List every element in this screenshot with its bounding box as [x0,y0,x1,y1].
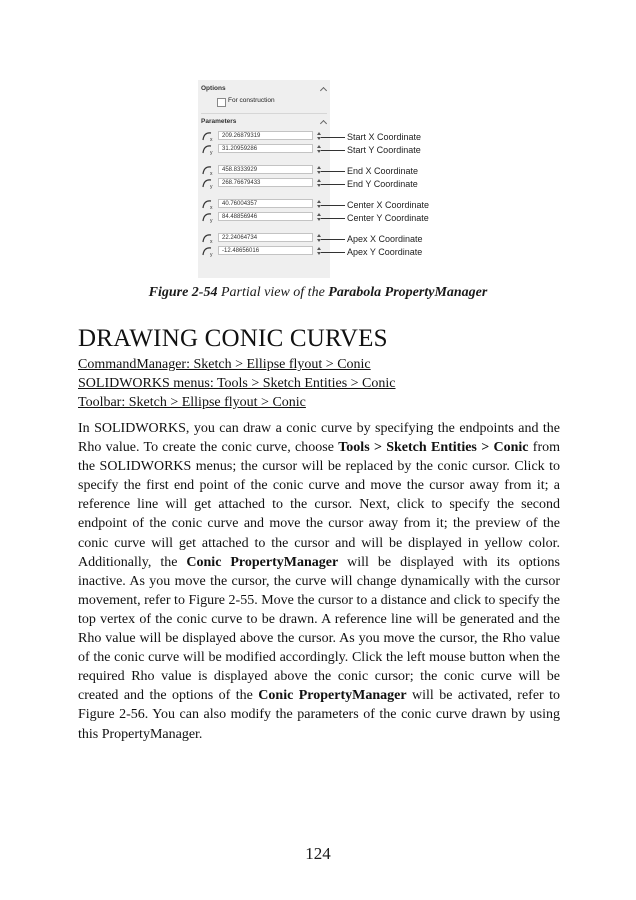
spin-arrows-icon[interactable] [316,144,322,154]
center-y-coordinate-icon [201,212,215,223]
svg-text:x: x [210,171,213,176]
caption-bold-term: Parabola PropertyManager [328,285,488,300]
spin-arrows-icon[interactable] [316,233,322,243]
apex-y-input[interactable]: -12.48656016 [218,246,313,255]
figure-caption [0,285,636,301]
options-collapse-chevron-icon [320,87,327,94]
end-y-coordinate-icon [201,178,215,189]
body-paragraph [78,419,560,744]
body-text: In SOLIDWORKS, you can draw a conic curve by specifying the endpoints and the Rho value. To create the conic curve, choose [78,421,560,456]
svg-text:x: x [210,205,213,210]
center-y-input[interactable]: 84.48856946 [218,212,313,221]
page-number: 124 [305,844,331,863]
end-y-input[interactable]: 268.76679433 [218,178,313,187]
start-y-coordinate-icon [201,144,215,155]
spin-arrows-icon[interactable] [316,131,322,141]
figure-number: Figure 2-54 [148,285,218,300]
spin-arrows-icon[interactable] [316,165,322,175]
for-construction-label: For construction [228,97,275,104]
svg-text:y: y [210,184,213,189]
callout-center-x: Center X Coordinate [347,200,430,210]
leader-line [321,137,345,138]
param-row-apex-x [200,233,326,244]
spin-arrows-icon[interactable] [316,246,322,256]
leader-line [321,184,345,185]
param-row-end-y [200,178,326,189]
start-x-input[interactable]: 209.26879319 [218,131,313,140]
callout-end-x: End X Coordinate [347,166,419,176]
toolbar-path: Toolbar: Sketch > Ellipse flyout > Conic [78,395,306,410]
options-section-header: Options [201,85,226,92]
param-row-end-x [200,165,326,176]
param-row-apex-y [200,246,326,257]
callout-start-x: Start X Coordinate [347,132,422,142]
param-row-center-y [200,212,326,223]
leader-line [321,252,345,253]
caption-text: Partial view of the [220,285,325,300]
spin-arrows-icon[interactable] [316,199,322,209]
menus-path: SOLIDWORKS menus: Tools > Sketch Entities > Conic [78,376,396,391]
start-y-input[interactable]: 31.20959286 [218,144,313,153]
body-text: will be displayed with its options inactive. As you move the cursor, the curve will change dynamically with the cursor movement, refer to Figure 2-55. Move the cursor to a distance and click to specify the top vertex of the conic curve to be drawn. A reference line will be generated and the Rho value will be displayed above the cursor. As you move the cursor, the Rho value of the conic curve will be modified accordingly. Click the left mouse button when the required Rho value is displayed above the conic cursor; the conic curve will be created and the options of the [78,554,561,704]
spin-arrows-icon[interactable] [316,178,322,188]
callout-start-y: Start Y Coordinate [347,145,421,155]
parabola-propertymanager-figure [198,80,330,278]
body-bold-term: Conic PropertyManager [186,554,339,570]
param-row-start-y [200,144,326,155]
commandmanager-path: CommandManager: Sketch > Ellipse flyout > Conic [78,357,371,372]
callout-apex-x: Apex X Coordinate [347,234,423,244]
callout-apex-y: Apex Y Coordinate [347,247,423,257]
apex-y-coordinate-icon [201,246,215,257]
leader-line [321,218,345,219]
callout-center-y: Center Y Coordinate [347,213,429,223]
param-row-start-x [200,131,326,142]
param-row-center-x [200,199,326,210]
svg-text:x: x [210,239,213,244]
svg-text:x: x [210,137,213,142]
section-heading: DRAWING CONIC CURVES [78,325,388,352]
end-x-input[interactable]: 458.8333929 [218,165,313,174]
apex-x-coordinate-icon [201,233,215,244]
center-x-coordinate-icon [201,199,215,210]
spin-arrows-icon[interactable] [316,212,322,222]
apex-x-input[interactable]: 22.24064734 [218,233,313,242]
section-divider [201,113,327,114]
callout-end-y: End Y Coordinate [347,179,418,189]
start-x-coordinate-icon [201,131,215,142]
leader-line [321,239,345,240]
parameters-collapse-chevron-icon [320,120,327,127]
end-x-coordinate-icon [201,165,215,176]
body-text: from the SOLIDWORKS menus; the cursor will be replaced by the conic cursor. Click to specify the first end point of the conic curve and move the cursor away from it; a reference line will get attached to the cursor. Next, click to specify the second endpoint of the conic curve and move the cursor away from it; the preview of the conic curve will get attached to the cursor and will be displayed in yellow color. Additionally, the [78,440,561,570]
center-x-input[interactable]: 40.76004357 [218,199,313,208]
svg-text:y: y [210,150,213,155]
svg-text:y: y [210,252,213,257]
svg-text:y: y [210,218,213,223]
body-bold-term: Tools > Sketch Entities > Conic [338,440,529,456]
body-bold-term: Conic PropertyManager [258,688,407,704]
for-construction-checkbox[interactable] [217,98,226,107]
body-text: will be activated, refer to Figure 2-56. You can also modify the parameters of the conic curve drawn by using this PropertyManager. [78,688,561,742]
leader-line [321,205,345,206]
parameters-section-header: Parameters [201,118,237,125]
leader-line [321,171,345,172]
leader-line [321,150,345,151]
